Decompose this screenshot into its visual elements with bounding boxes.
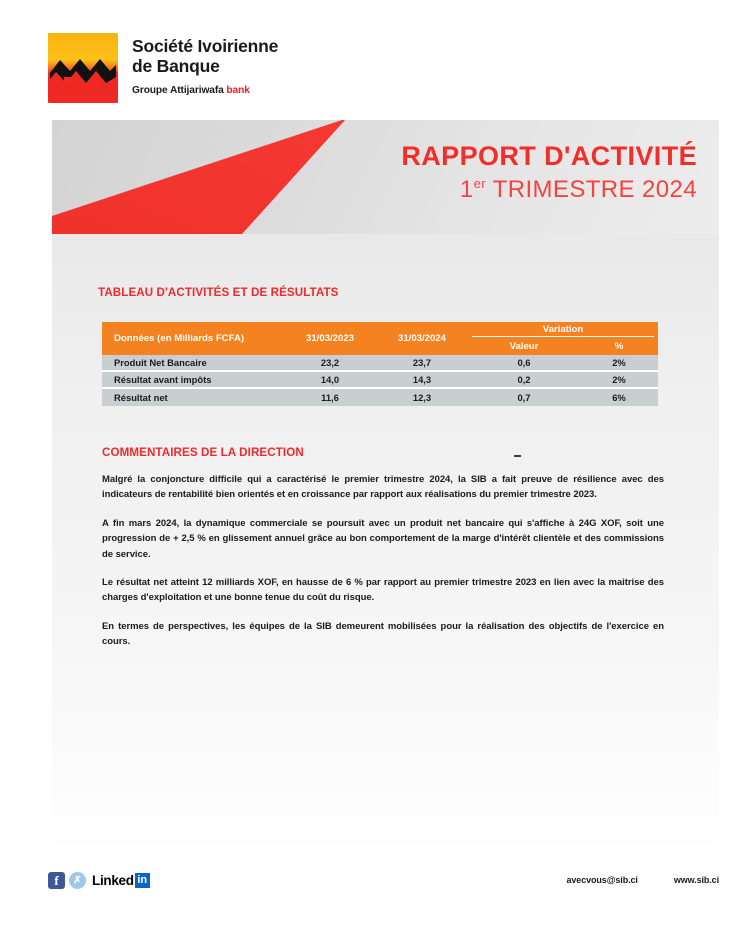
- cell-variation-pct: 2%: [612, 374, 626, 385]
- comment-paragraph: Le résultat net atteint 12 milliards XOF, en hausse de 6 % par rapport au premier trimestre 2023 en lien avec la maitrise des charges d'exploitation et une bonne tenue du coût du risque.: [102, 576, 664, 604]
- cell-period1: 23,2: [320, 357, 340, 368]
- cell-period1: 14,0: [320, 374, 340, 385]
- table-row: [102, 389, 658, 406]
- stray-dash-mark: [514, 455, 521, 457]
- social-links: [48, 872, 150, 889]
- cell-variation-value: 0,2: [517, 374, 531, 385]
- header-titles: [401, 142, 697, 203]
- contact-website[interactable]: www.sib.ci: [673, 875, 719, 885]
- page-footer: [0, 872, 751, 902]
- cell-variation-value: 0,7: [517, 392, 531, 403]
- brand-text: [132, 33, 278, 96]
- table-header-row: [102, 322, 658, 355]
- table-section-title: TABLEAU D'ACTIVITÉS ET DE RÉSULTATS: [98, 286, 339, 299]
- comment-paragraph: En termes de perspectives, les équipes de la SIB demeurent mobilisées pour la réalisation des objectifs de l'exercice en cours.: [102, 620, 664, 647]
- subtitle-ordinal: er: [473, 175, 487, 191]
- comment-paragraph: Malgré la conjoncture difficile qui a caractérisé le premier trimestre 2024, la SIB a fait preuve de résilience avec des indicateurs de rentabilité bien orientés et en croissance par rapport aux réalisations du premier trimestre 2023.: [102, 474, 664, 501]
- comments-body: [102, 472, 664, 649]
- col-header-period1: 31/03/2023: [305, 333, 354, 344]
- cell-label: Résultat net: [114, 392, 168, 403]
- brand-group-prefix: Groupe Attijariwafa: [132, 84, 224, 96]
- linkedin-badge: in: [135, 873, 150, 888]
- cell-variation-value: 0,6: [517, 357, 531, 368]
- col-header-period2: 31/03/2024: [397, 333, 446, 344]
- cell-period1: 11,6: [321, 392, 339, 403]
- facebook-icon[interactable]: f: [48, 872, 65, 889]
- page-subtitle: [401, 177, 697, 203]
- comments-section-title: COMMENTAIRES DE LA DIRECTION: [102, 446, 304, 459]
- cell-label: Produit Net Bancaire: [114, 357, 207, 368]
- cell-variation-pct: 2%: [612, 357, 626, 368]
- col-header-variation-group: [468, 322, 658, 355]
- page-title: RAPPORT D'ACTIVITÉ: [401, 141, 697, 171]
- brand-name-line2: de Banque: [132, 56, 220, 77]
- contact-info: [566, 875, 719, 885]
- col-header-variation-pct: %: [614, 340, 624, 352]
- header-banner: [52, 120, 719, 234]
- x-twitter-icon[interactable]: ✗: [69, 872, 86, 889]
- cell-period2: 23,7: [412, 357, 432, 368]
- results-table: [102, 322, 658, 406]
- brand-group: [132, 85, 278, 96]
- subtitle-rest: TRIMESTRE 2024: [486, 175, 697, 203]
- col-header-label: Données (en Milliards FCFA): [114, 333, 245, 344]
- cell-period2: 14,3: [412, 374, 432, 385]
- col-header-variation-value: Valeur: [509, 340, 539, 352]
- sib-zigzag-logo-icon: [48, 33, 118, 103]
- cell-label: Résultat avant impôts: [114, 374, 212, 385]
- linkedin-wordmark: Linked: [92, 873, 134, 888]
- linkedin-icon[interactable]: [92, 873, 150, 888]
- cell-period2: 12,3: [412, 392, 432, 403]
- col-header-variation: Variation: [472, 322, 654, 337]
- table-row: [102, 372, 658, 389]
- subtitle-number: 1: [459, 175, 474, 203]
- cell-variation-pct: 6%: [612, 392, 626, 403]
- table-row: [102, 355, 658, 372]
- brand-name-line1: Société Ivoirienne: [132, 36, 279, 56]
- brand-group-suffix: bank: [226, 84, 250, 96]
- brand-logo: [48, 33, 278, 103]
- content-panel: [52, 234, 719, 855]
- contact-email[interactable]: avecvous@sib.ci: [566, 875, 638, 885]
- comment-paragraph: A fin mars 2024, la dynamique commerciale se poursuit avec un produit net bancaire qui s'affiche à 24G XOF, soit une progression de + 2,5 % en glissement annuel grâce au bon comportement de la marge d'intérêt clientèle et des commissions de service.: [102, 517, 664, 560]
